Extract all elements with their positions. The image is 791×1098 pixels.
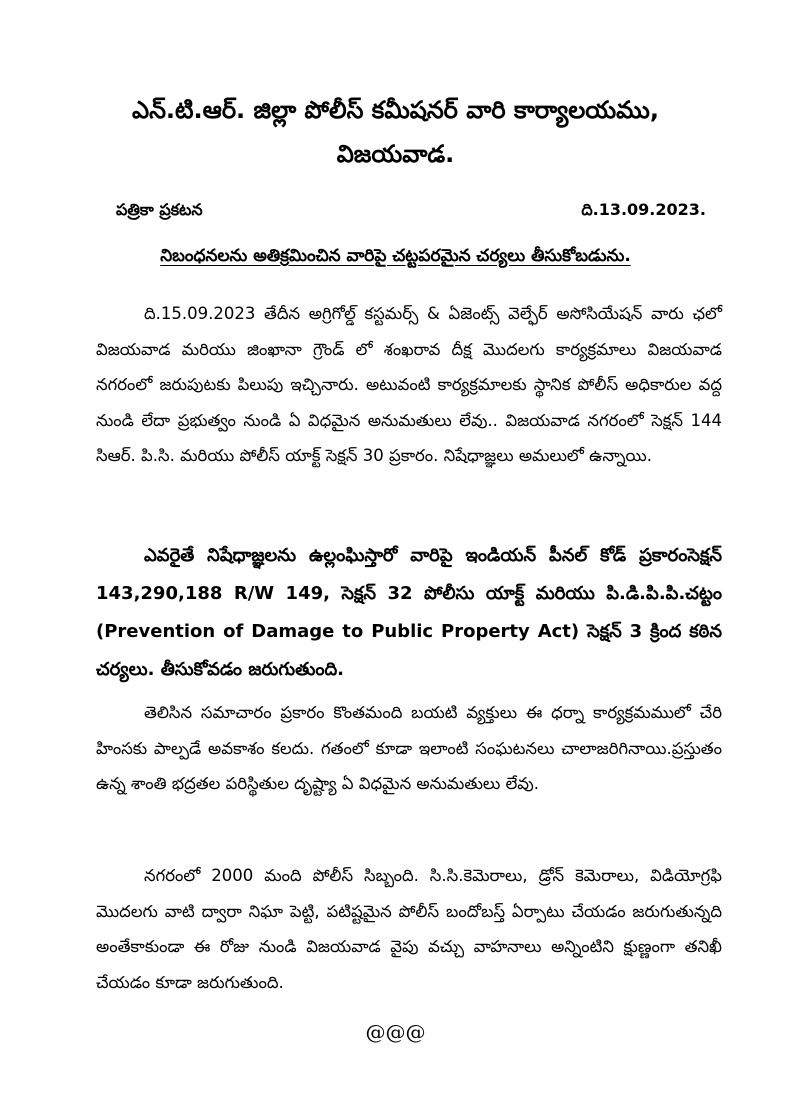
paragraph-2-warning: ఎవరైతే నిషేధాజ్ఞలను ఉల్లంఘిస్తారో వారిపై ఇండియన్ పీనల్ కోడ్ ప్రకారంసెక్షన్ 143,290,188 R/W 149, సెక్షన్ 32 పోలీసు యాక్ట్ మరియు పి.డి.పి.పి.చట్టం (Prevention of Damage to Public Property Act) సెక్షన్ 3 క్రింద కఠిన చర్యలు. తీసుకోవడం జరుగుతుంది. [96,545,722,680]
paragraph-3: తెలిసిన సమాచారం ప్రకారం కొంతమంది బయటి వ్యక్తులు ఈ ధర్నా కార్యక్రమములో చేరి హింసకు పాల్పడే అవకాశం కలదు. గతంలో కూడా ఇలాంటి సంఘటనలు చాలాజరిగినాయి.ప్రస్తుతం ఉన్న శాంతి భద్రతల పరిస్థితుల దృష్ట్యా ఏ విధమైన అనుమతులు లేవు. [96,703,722,793]
office-city: విజయవాడ. [336,140,455,168]
meta-row [116,200,706,223]
end-mark: @@@ [365,1020,426,1044]
paragraph-4: నగరంలో 2000 మంది పోలీస్ సిబ్బంది. సి.సి.కెమెరాలు, డ్రోన్ కెమెరాలు, విడియోగ్రఫి మొదలగు వాటి ద్వారా నిఘా పెట్టి, పటిష్టమైన పోలీస్ బందోబస్త్ ఏర్పాటు చేయడం జరుగుతున్నది అంతేకాకుండా ఈ రోజు నుండి విజయవాడ వైపు వచ్చు వాహనాలు అన్నింటిని క్షుణ్ణంగా తనిఖీ చేయడం కూడా జరుగుతుంది. [96,866,722,992]
subject-text: నిబంధనలను అతిక్రమించిన వారిపై చట్టపరమైన చర్యలు తీసుకోబడును. [160,246,631,266]
subject-line [0,246,791,270]
document-type: పత్రికా ప్రకటన [116,200,203,219]
document-date: ది.13.09.2023. [581,200,706,219]
paragraph-1: ది.15.09.2023 తేదీన అగ్రిగోల్డ్ కస్టమర్స్ & ఏజెంట్స్ వెల్ఫేర్ అసోసియేషన్ వారు ఛలో విజయవాడ మరియు జింఖానా గ్రౌండ్ లో శంఖరావ దీక్ష మొదలగు కార్యక్రమాలు విజయవాడ నగరంలో జరుపుటకు పిలుపు ఇచ్చినారు. అటువంటి కార్యక్రమాలకు స్థానిక పోలీస్ అధికారుల వద్ద నుండి లేదా ప్రభుత్వం నుండి ఏ విధమైన అనుమతులు లేవు.. విజయవాడ నగరంలో సెక్షన్ 144 సిఆర్. పి.సి. మరియు పోలీస్ యాక్ట్ సెక్షన్ 30 ప్రకారం. నిషేధాజ్ఞలు అమలులో ఉన్నాయి. [96,304,722,465]
office-title: ఎన్.టి.ఆర్. జిల్లా పోలీస్ కమీషనర్ వారి కార్యాలయము, [132,96,659,124]
